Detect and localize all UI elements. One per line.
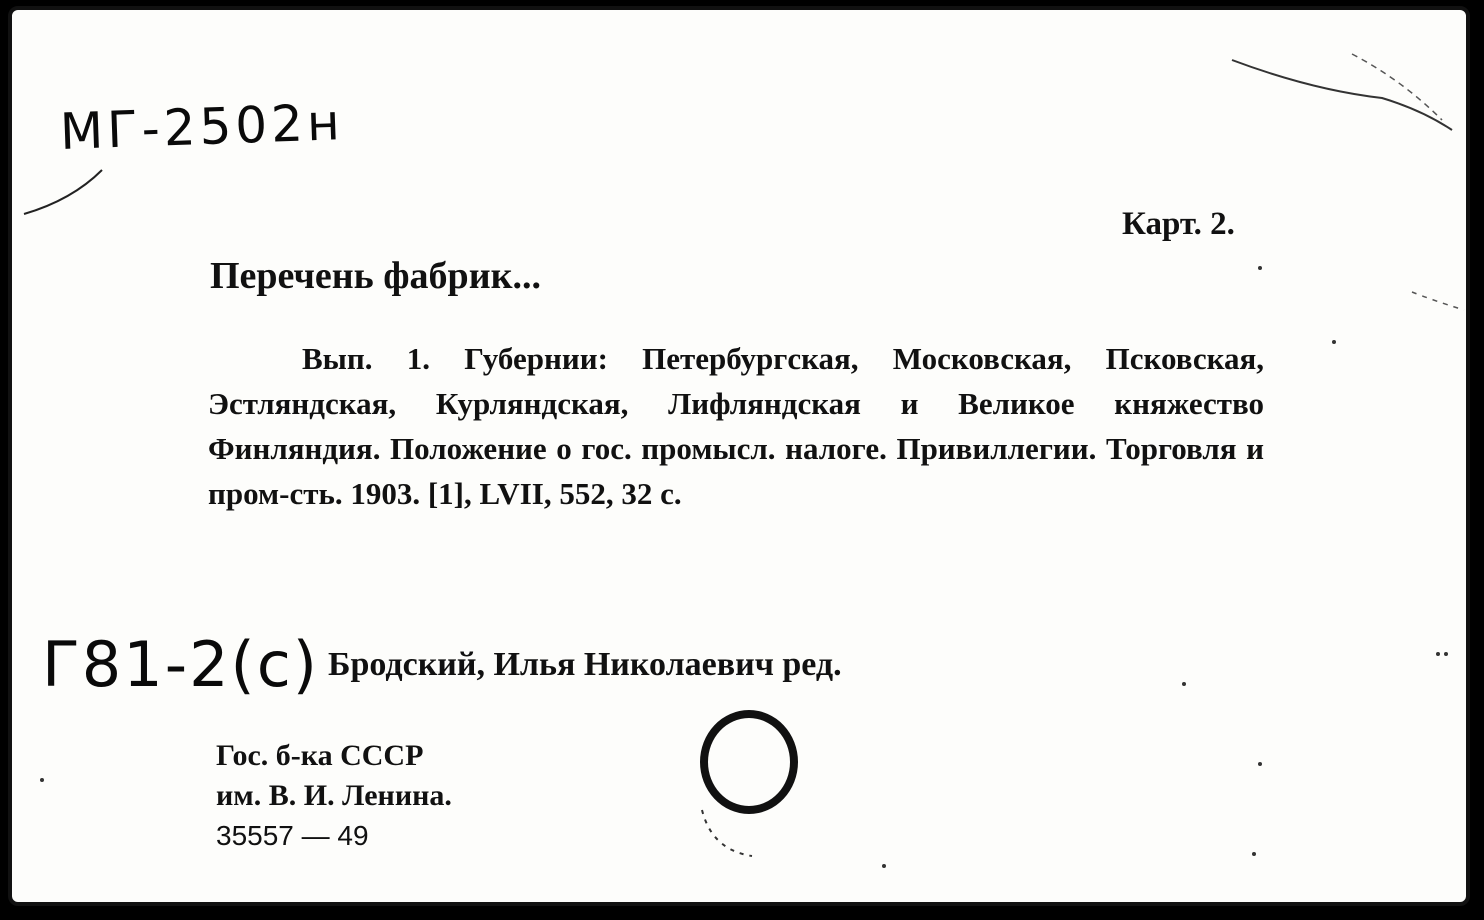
speck xyxy=(1444,652,1448,656)
library-name: Гос. б-ка СССР xyxy=(216,739,424,772)
library-dedication: им. В. И. Ленина. xyxy=(216,779,452,812)
speck xyxy=(1252,852,1256,856)
card-number: Карт. 2. xyxy=(1122,206,1235,242)
speck xyxy=(1436,652,1440,656)
speck xyxy=(40,778,44,782)
punch-hole xyxy=(700,710,798,814)
accession-number: 35557 — 49 xyxy=(216,820,369,851)
bibliographic-description: Вып. 1. Губернии: Петербургская, Московская, Псковская, Эстляндская, Курляндская, Лифляндская и Великое княжество Финляндия. Положение о гос. промысл. налоге. Привиллегии. Торговля и пром-сть. 1903. [1], LVII, 552, 32 с. xyxy=(208,341,1264,511)
editor-name: Бродский, Илья Николаевич ред. xyxy=(328,646,842,683)
catalog-card xyxy=(8,6,1470,906)
speck xyxy=(1258,266,1262,270)
handwritten-shelfmark: МГ-2502н xyxy=(59,93,345,161)
handwritten-call-number: Г81-2(с) xyxy=(42,628,319,701)
speck xyxy=(1332,340,1336,344)
speck xyxy=(1258,762,1262,766)
library-imprint xyxy=(216,736,452,856)
document-title: Перечень фабрик... xyxy=(210,255,541,297)
speck xyxy=(1182,682,1186,686)
speck xyxy=(882,864,886,868)
